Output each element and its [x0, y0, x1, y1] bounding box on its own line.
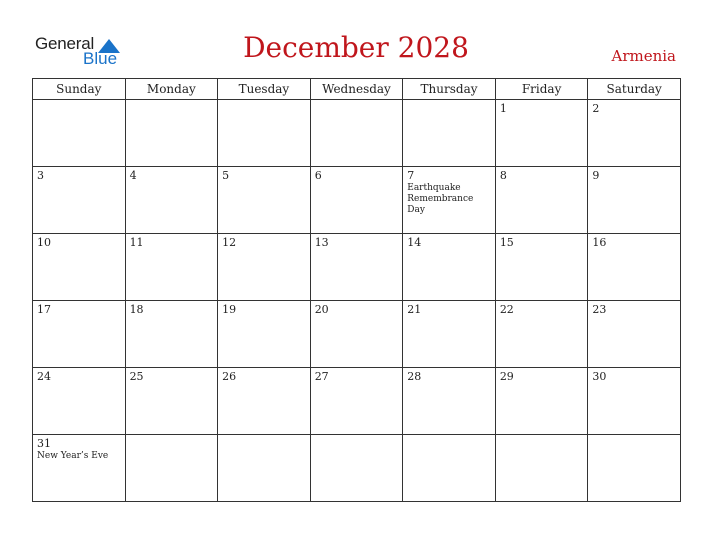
- day-cell: [33, 435, 126, 502]
- day-number: 20: [314, 303, 329, 316]
- day-cell: [218, 234, 311, 301]
- day-number: 25: [129, 370, 144, 383]
- day-cell: [33, 167, 126, 234]
- weekday-header: Monday: [125, 79, 218, 100]
- day-cell: [125, 301, 218, 368]
- day-cell: [588, 435, 681, 502]
- day-cell: [495, 167, 588, 234]
- day-number: 8: [499, 169, 507, 182]
- day-number: 5: [222, 169, 230, 182]
- day-number: 31: [37, 437, 51, 450]
- day-number: 7: [407, 169, 415, 182]
- day-number: 18: [129, 303, 144, 316]
- day-cell: [588, 100, 681, 167]
- weekday-header: Thursday: [403, 79, 496, 100]
- day-number: 9: [592, 169, 600, 182]
- day-cell: [403, 368, 496, 435]
- weekday-header-row: [33, 79, 681, 100]
- calendar-body: [33, 100, 681, 502]
- day-number: 19: [222, 303, 237, 316]
- day-number: 24: [37, 370, 51, 383]
- weekday-header: Tuesday: [218, 79, 311, 100]
- week-row: [33, 167, 681, 234]
- day-cell: [33, 368, 126, 435]
- day-cell: [310, 167, 403, 234]
- day-cell: [218, 368, 311, 435]
- day-cell: [125, 100, 218, 167]
- day-number: 30: [592, 370, 607, 383]
- day-number: 28: [407, 370, 422, 383]
- page-title: December 2028: [243, 31, 469, 64]
- day-number: 23: [592, 303, 607, 316]
- day-number: 3: [37, 169, 44, 182]
- day-number: 13: [314, 236, 329, 249]
- day-number: 16: [592, 236, 607, 249]
- logo-text-general: General: [35, 34, 95, 53]
- day-number: 2: [592, 102, 600, 115]
- day-number: 4: [129, 169, 137, 182]
- weekday-header: Friday: [495, 79, 588, 100]
- day-cell: [403, 167, 496, 234]
- calendar-grid: [32, 78, 681, 502]
- weekday-header: Saturday: [588, 79, 681, 100]
- day-number: 21: [407, 303, 422, 316]
- day-cell: [495, 100, 588, 167]
- week-row: [33, 368, 681, 435]
- logo-text-blue: Blue: [83, 49, 118, 68]
- day-number: 29: [499, 370, 514, 383]
- week-row: [33, 234, 681, 301]
- day-cell: [588, 301, 681, 368]
- week-row: [33, 301, 681, 368]
- day-cell: [310, 435, 403, 502]
- day-number: 17: [37, 303, 51, 316]
- weekday-header: Sunday: [33, 79, 126, 100]
- day-cell: [218, 100, 311, 167]
- day-number: 11: [129, 236, 144, 249]
- country-label: Armenia: [611, 47, 676, 65]
- day-number: 1: [499, 102, 507, 115]
- day-cell: [588, 167, 681, 234]
- day-cell: [495, 368, 588, 435]
- day-number: 22: [499, 303, 514, 316]
- week-row: [33, 100, 681, 167]
- day-number: 12: [222, 236, 237, 249]
- weekday-header: Wednesday: [310, 79, 403, 100]
- day-cell: [403, 435, 496, 502]
- day-cell: [125, 368, 218, 435]
- day-cell: [218, 435, 311, 502]
- day-cell: [33, 234, 126, 301]
- day-cell: [310, 301, 403, 368]
- day-cell: [125, 167, 218, 234]
- day-number: 27: [314, 370, 329, 383]
- day-cell: [310, 234, 403, 301]
- holiday-label: New Year’s Eve: [37, 451, 109, 461]
- day-number: 26: [222, 370, 237, 383]
- day-cell: [33, 301, 126, 368]
- holiday-label: Earthquake Remembrance Day: [407, 183, 474, 215]
- day-cell: [125, 435, 218, 502]
- day-cell: [403, 301, 496, 368]
- day-cell: [218, 167, 311, 234]
- week-row: [33, 435, 681, 502]
- day-number: 14: [407, 236, 422, 249]
- day-cell: [218, 301, 311, 368]
- day-number: 10: [37, 236, 51, 249]
- day-number: 6: [314, 169, 322, 182]
- day-cell: [495, 435, 588, 502]
- day-cell: [403, 234, 496, 301]
- day-cell: [310, 368, 403, 435]
- day-cell: [125, 234, 218, 301]
- day-cell: [495, 301, 588, 368]
- day-cell: [495, 234, 588, 301]
- day-cell: [403, 100, 496, 167]
- day-cell: [310, 100, 403, 167]
- day-number: 15: [499, 236, 514, 249]
- day-cell: [33, 100, 126, 167]
- day-cell: [588, 368, 681, 435]
- day-cell: [588, 234, 681, 301]
